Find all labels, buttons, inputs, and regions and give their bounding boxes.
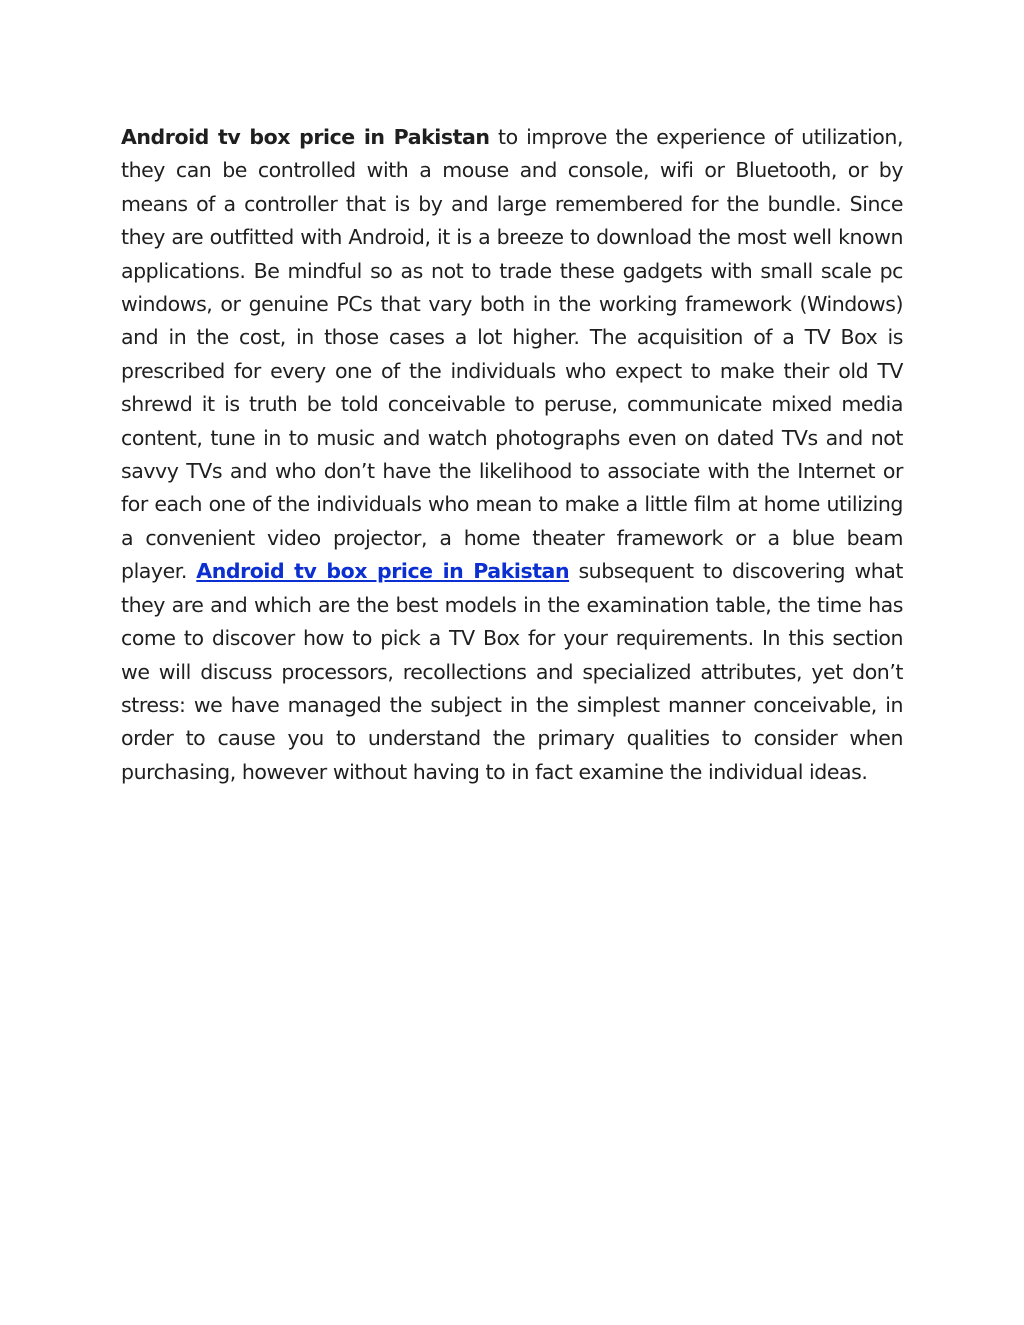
paragraph-text-part-2: subsequent to discovering what they are and which are the best models in the examination table, the time has come to discover how to pick a TV Box for your requirements. In this section we will discuss processors, recollections and specialized attributes, yet don’t stress: we have managed the subject in the simplest manner conceivable, in order to cause you to understand the primary qualities to consider when purchasing, however without having to in fact examine the individual ideas. (121, 559, 904, 784)
lead-keyword: Android tv box price in Pakistan (121, 125, 490, 149)
body-paragraph (121, 121, 903, 789)
paragraph-text-part-1: to improve the experience of utilization, they can be controlled with a mouse and console, wifi or Bluetooth, or by means of a controller that is by and large remembered for the bundle. Since they are outfitted with Android, it is a breeze to download the most well known applications. Be mindful so as not to trade these gadgets with small scale pc windows, or genuine PCs that vary both in the working framework (Windows) and in the cost, in those cases a lot higher. The acquisition of a TV Box is prescribed for every one of the individuals who expect to make their old TV shrewd it is truth be told conceivable to peruse, communicate mixed media content, tune in to music and watch photographs even on dated TVs and not savvy TVs and who don’t have the likelihood to associate with the Internet or for each one of the individuals who mean to make a little film at home utilizing a convenient video projector, a home theater framework or a blue beam player. (121, 125, 904, 584)
android-tv-box-link[interactable]: Android tv box price in Pakistan (196, 559, 570, 584)
